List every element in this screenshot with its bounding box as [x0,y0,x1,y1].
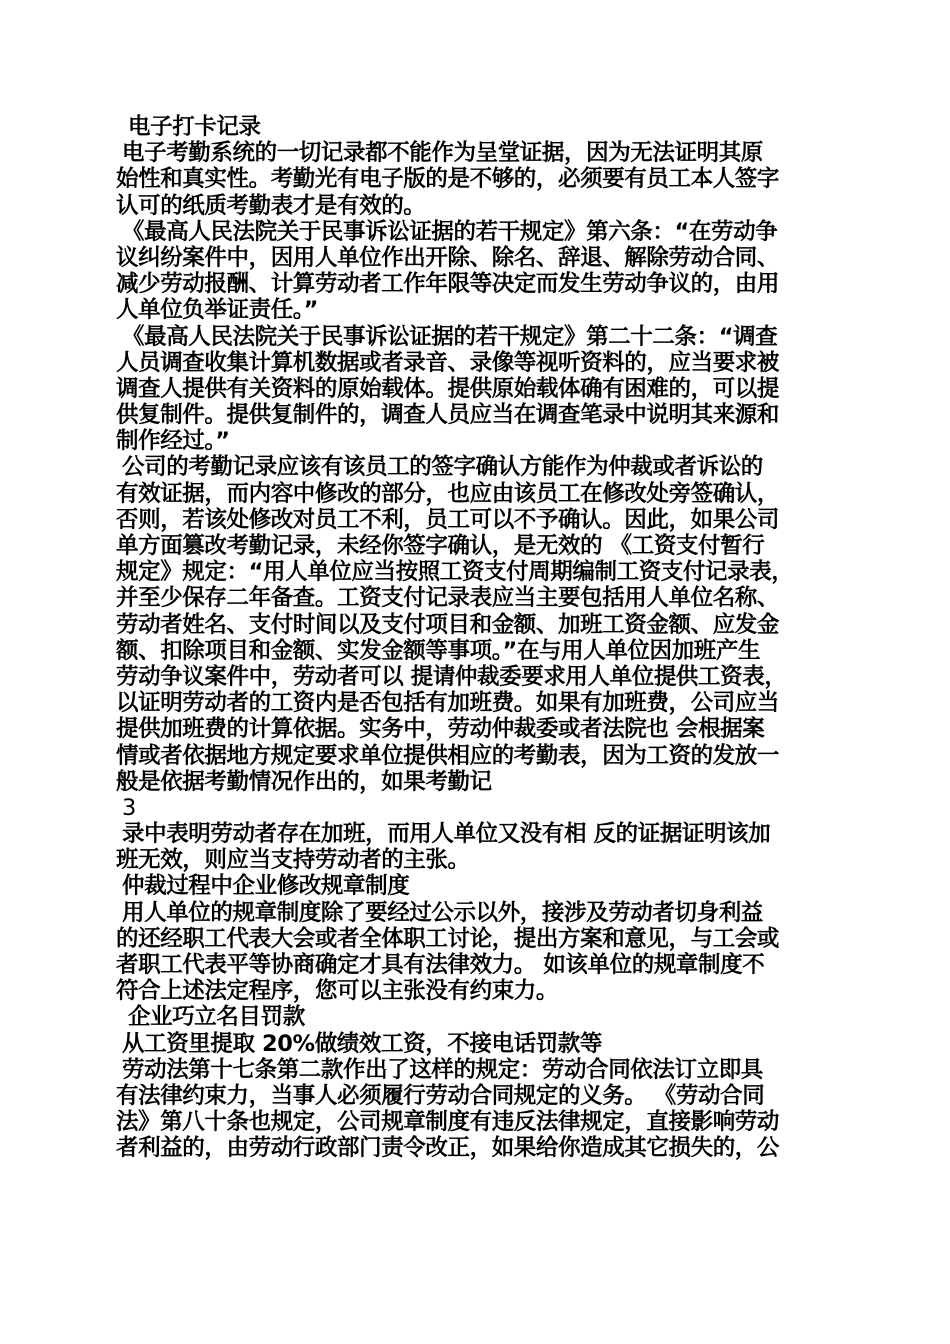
text-line: 认可的纸质考勤表才是有效的。 [116,192,426,219]
text-line: 议纠纷案件中，因用人单位作出开除、除名、辞退、解除劳动合同、 [116,244,780,271]
text-line: 提供加班费的计算依据。实务中，劳动仲裁委或者法院也 会根据案 [116,716,765,743]
text-line: 符合上述法定程序，您可以主张没有约束力。 [116,978,559,1005]
text-line: 调查人提供有关资料的原始载体。提供原始载体确有困难的，可以提 [116,375,780,402]
text-line: 人单位负举证责任。” [116,297,319,324]
text-line: 公司的考勤记录应该有该员工的签字确认方能作为仲裁或者诉讼的 [122,454,763,481]
text-line: 劳动争议案件中，劳动者可以 提请仲裁委要求用人单位提供工资表， [116,663,787,690]
text-line: 企业巧立名目罚款 [128,1004,305,1031]
text-line: 否则，若该处修改对员工不利，员工可以不予确认。因此，如果公司 [116,506,780,533]
text-line: 者利益的，由劳动行政部门责令改正，如果给你造成其它损失的，公 [116,1135,780,1162]
text-line: 有效证据，而内容中修改的部分，也应由该员工在修改处旁签确认， [116,480,780,507]
text-line: 并至少保存二年备查。工资支付记录表应当主要包括用人单位名称、 [116,585,780,612]
text-line: 电子考勤系统的一切记录都不能作为呈堂证据，因为无法证明其原 [122,140,763,167]
text-line: 制作经过。” [116,428,230,455]
text-line: 仲裁过程中企业修改规章制度 [122,873,410,900]
text-line: 电子打卡记录 [128,114,261,140]
page-number: 3 [122,794,136,821]
text-line: 法》第八十条也规定，公司规章制度有违反法律规定，直接影响劳动 [116,1109,780,1136]
text-line: 用人单位的规章制度除了要经过公示以外，接涉及劳动者切身利益 [122,899,763,926]
text-line: 般是依据考勤情况作出的，如果考勤记 [116,768,492,795]
text-line: 《最高人民法院关于民事诉讼证据的若干规定》第六条：“在劳动争 [122,218,778,245]
text-line: 始性和真实性。考勤光有电子版的是不够的，必须要有员工本人签字 [116,166,780,193]
text-line: 录中表明劳动者存在加班，而用人单位又没有相 反的证据证明该加 [122,821,771,848]
text-line: 情或者依据地方规定要求单位提供相应的考勤表，因为工资的发放一 [116,742,780,769]
text-line: 者职工代表平等协商确定才具有法律效力。 如该单位的规章制度不 [116,952,765,978]
text-line: 有法律约束力，当事人必须履行劳动合同规定的义务。 《劳动合同 [116,1082,765,1109]
text-line: 减少劳动报酬、计算劳动者工作年限等决定而发生劳动争议的，由用 [116,271,780,298]
text-line: 的还经职工代表大会或者全体职工讨论，提出方案和意见，与工会或 [116,925,780,952]
text-line: 劳动者姓名、支付时间以及支付项目和金额、加班工资金额、应发金 [116,611,780,638]
text-line: 单方面篡改考勤记录，未经你签字确认，是无效的 《工资支付暂行 [116,533,765,559]
text-line: 供复制件。提供复制件的，调查人员应当在调查笔录中说明其来源和 [116,402,780,429]
text-line: 《最高人民法院关于民事诉讼证据的若干规定》第二十二条：“调查 [122,323,778,350]
text-line: 人员调查收集计算机数据或者录音、录像等视听资料的，应当要求被 [116,349,780,376]
document-body [116,114,838,1162]
text-line: 额、扣除项目和金额、实发金额等事项。”在与用人单位因加班产生 [116,637,761,664]
text-line: 以证明劳动者的工资内是否包括有加班费。如果有加班费，公司应当 [116,690,780,717]
text-line: 规定》规定：“用人单位应当按照工资支付周期编制工资支付记录表， [116,559,794,586]
text-line: 从工资里提取 20%做绩效工资，不接电话罚款等 [122,1030,602,1057]
text-line: 劳动法第十七条第二款作出了这样的规定：劳动合同依法订立即具 [122,1056,763,1083]
text-line: 班无效，则应当支持劳动者的主张。 [116,847,470,874]
